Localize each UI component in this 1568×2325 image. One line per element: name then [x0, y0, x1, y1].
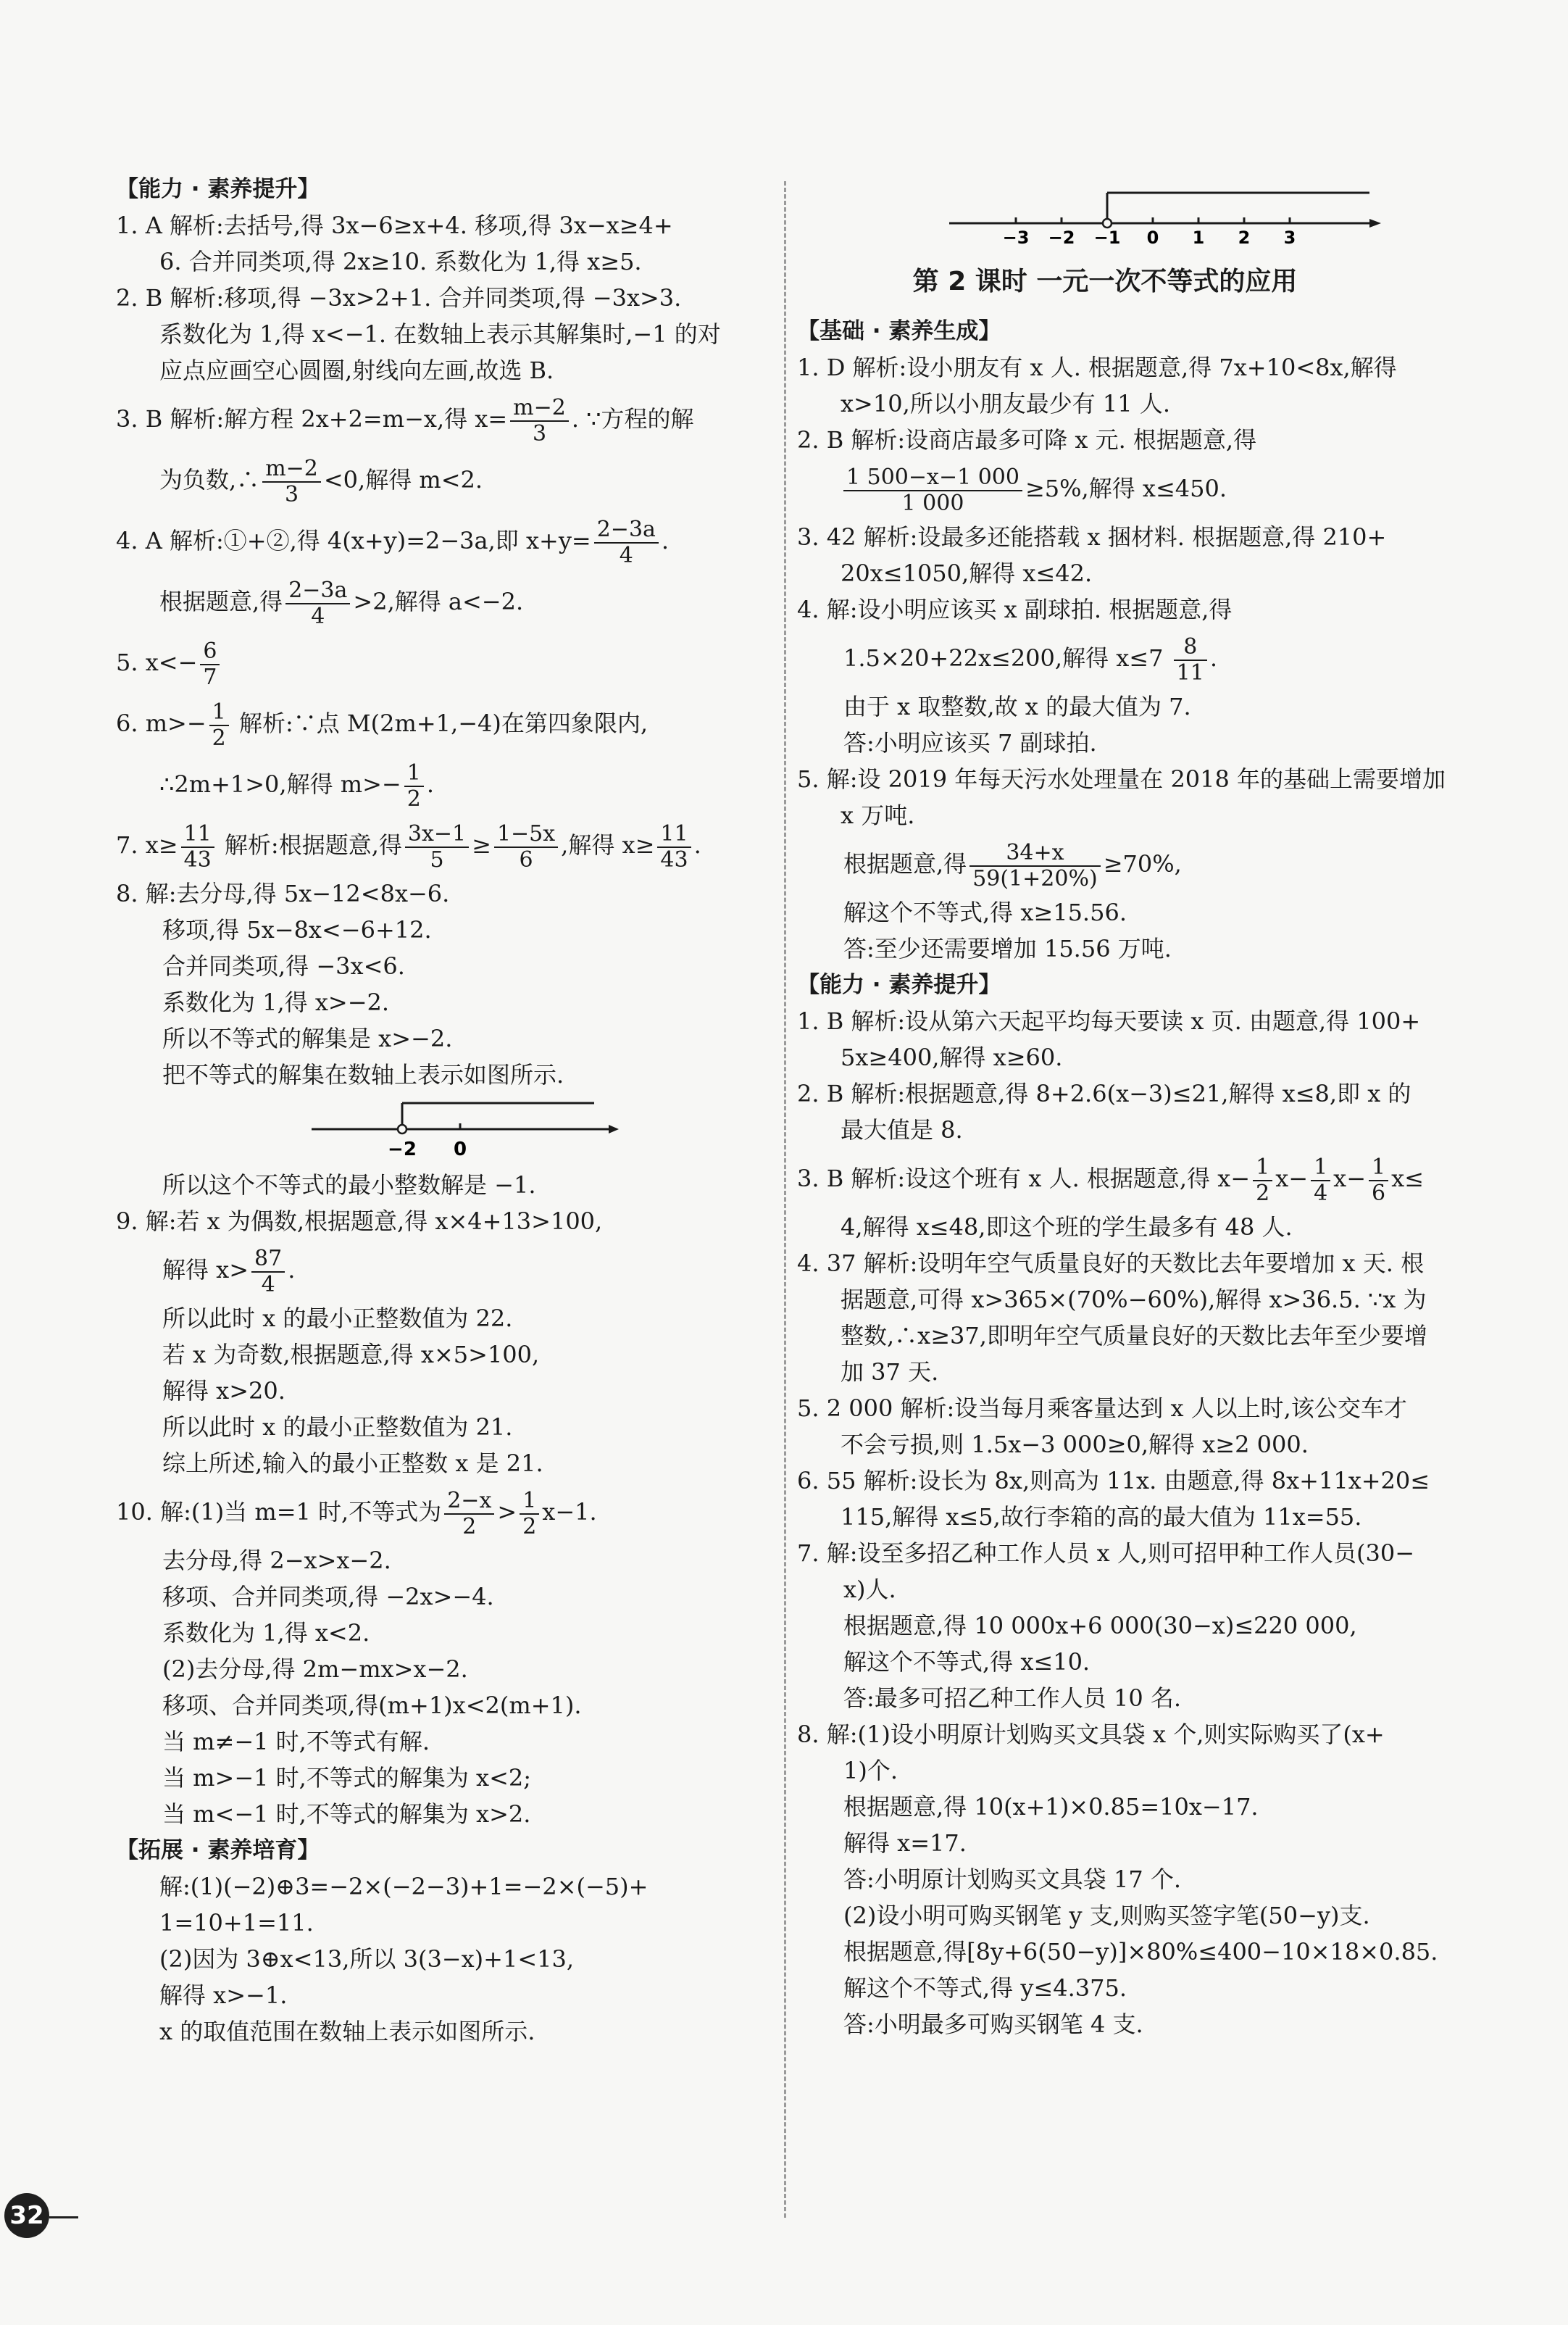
- q10-line-3: 移项、合并同类项,得 −2x>−4.: [162, 1583, 494, 1610]
- fraction: $\frac{1}{2}$: [209, 700, 229, 751]
- r5-line-2: x 万吨.: [841, 802, 915, 829]
- section-heading-ability-2: 【能力 · 素养提升】: [797, 972, 1001, 998]
- q7-line: 7. x≥ $\frac{11}{43}$ 解析:根据题意,得 $\frac{3x-1}{5}$ ≥ $\frac{1-5x}{6}$ ,解得 x≥ $\frac{11}{43}$ .: [116, 820, 701, 873]
- fraction: $\frac{1-5x}{6}$: [494, 822, 558, 873]
- s8-line-3: 根据题意,得 10(x+1)×0.85=10x−17.: [843, 1793, 1259, 1821]
- fraction: $\frac{8}{11}$: [1174, 635, 1207, 686]
- q9-line-4: 若 x 为奇数,根据题意,得 x×5>100,: [162, 1341, 540, 1368]
- fraction: $\frac{m-2}{3}$: [262, 457, 321, 507]
- s8-line-6: (2)设小明可购买钢笔 y 支,则购买签字笔(50−y)支.: [843, 1902, 1370, 1929]
- fraction: $\frac{1}{2}$: [404, 761, 424, 812]
- q8-number-line: [116, 1097, 732, 1162]
- q6-line-2: ∴2m+1>0,解得 m>− $\frac{1}{2}$ .: [159, 760, 434, 812]
- q3-line-2: 为负数,∴ $\frac{m-2}{3}$ <0,解得 m<2.: [159, 455, 483, 507]
- axis-label: −1: [1093, 228, 1121, 246]
- r5-line-5: 答:至少还需要增加 15.56 万吨.: [843, 935, 1172, 962]
- lesson-title: 第 2 课时 一元一次不等式的应用: [912, 267, 1298, 296]
- q8-line-1: 8. 解:去分母,得 5x−12<8x−6.: [116, 880, 450, 907]
- q8-line-3: 合并同类项,得 −3x<6.: [162, 952, 405, 980]
- s5-line-2: 不会亏损,则 1.5x−3 000≥0,解得 x≥2 000.: [841, 1431, 1309, 1458]
- r4-line-1: 4. 解:设小明应该买 x 副球拍. 根据题意,得: [797, 596, 1233, 623]
- fraction: $\frac{2-3a}{4}$: [594, 517, 659, 568]
- fraction: $\frac{1 500-x-1 000}{1 000}$: [843, 465, 1022, 516]
- q9-line-5: 解得 x>20.: [162, 1377, 285, 1405]
- q2-line-2: 系数化为 1,得 x<−1. 在数轴上表示其解集时,−1 的对: [159, 320, 721, 348]
- s7-line-1: 7. 解:设至多招乙种工作人员 x 人,则可招甲种工作人员(30−: [797, 1539, 1415, 1567]
- section-heading-ability: 【能力 · 素养提升】: [116, 176, 320, 202]
- r4-line-3: 由于 x 取整数,故 x 的最大值为 7.: [843, 693, 1191, 720]
- axis-label: 1: [1192, 228, 1205, 246]
- s8-line-9: 答:小明最多可购买钢笔 4 支.: [843, 2010, 1143, 2038]
- section-heading-basic: 【基础 · 素养生成】: [797, 318, 1001, 344]
- r3-line-1: 3. 42 解析:设最多还能搭载 x 捆材料. 根据题意,得 210+: [797, 523, 1387, 551]
- s7-line-3: 根据题意,得 10 000x+6 000(30−x)≤220 000,: [843, 1612, 1357, 1639]
- fraction: $\frac{87}{4}$: [251, 1247, 285, 1297]
- fraction: $\frac{1}{4}$: [1311, 1155, 1330, 1206]
- ext-line-4: 解得 x>−1.: [159, 1981, 288, 2009]
- s5-line-1: 5. 2 000 解析:设当每月乘客量达到 x 人以上时,该公交车才: [797, 1394, 1407, 1422]
- r2-line-2: $\frac{1 500-x-1 000}{1 000}$ ≥5%,解得 x≤450.: [797, 458, 1413, 519]
- ext-line-5: x 的取值范围在数轴上表示如图所示.: [159, 2018, 535, 2045]
- q10-line-2: 去分母,得 2−x>x−2.: [162, 1547, 391, 1574]
- s2-line-1: 2. B 解析:根据题意,得 8+2.6(x−3)≤21,解得 x≤8,即 x 的: [797, 1080, 1411, 1107]
- fraction: $\frac{2-x}{2}$: [444, 1489, 494, 1539]
- fraction: $\frac{34+x}{59(1+20\%)}$: [969, 841, 1101, 891]
- s7-line-4: 解这个不等式,得 x≤10.: [843, 1648, 1090, 1676]
- axis-label: 0: [1146, 228, 1159, 246]
- r4-line-4: 答:小明应该买 7 副球拍.: [843, 729, 1097, 757]
- axis-label: −3: [1002, 228, 1030, 246]
- s8-line-8: 解这个不等式,得 y≤4.375.: [843, 1974, 1127, 2002]
- s3-line-2: 4,解得 x≤48,即这个班的学生最多有 48 人.: [841, 1213, 1293, 1241]
- fraction: $\frac{3x-1}{5}$: [405, 822, 469, 873]
- s7-line-2: x)人.: [843, 1576, 896, 1603]
- q8-line-6: 把不等式的解集在数轴上表示如图所示.: [162, 1061, 564, 1089]
- s8-line-2: 1)个.: [843, 1757, 898, 1784]
- q2-line-1: 2. B 解析:移项,得 −3x>2+1. 合并同类项,得 −3x>3.: [116, 284, 682, 312]
- s6-line-2: 115,解得 x≤5,故行李箱的高的最大值为 11x=55.: [841, 1503, 1362, 1531]
- r1-line-1: 1. D 解析:设小朋友有 x 人. 根据题意,得 7x+10<8x,解得: [797, 354, 1397, 381]
- s4-line-3: 整数,∴x≥37,即明年空气质量良好的天数比去年至少要增: [841, 1322, 1427, 1349]
- fraction: $\frac{1}{6}$: [1369, 1155, 1388, 1206]
- r5-line-1: 5. 解:设 2019 年每天污水处理量在 2018 年的基础上需要增加: [797, 765, 1446, 793]
- fraction: $\frac{m-2}{3}$: [510, 396, 569, 446]
- top-number-line: [797, 167, 1413, 246]
- q1-line-1: 1. A 解析:去括号,得 3x−6≥x+4. 移项,得 3x−x≥4+: [116, 212, 673, 239]
- axis-label: 0: [453, 1139, 467, 1160]
- q9-line-1: 9. 解:若 x 为偶数,根据题意,得 x×4+13>100,: [116, 1207, 603, 1235]
- q3-line-1: 3. B 解析:解方程 2x+2=m−x,得 x= $\frac{m-2}{3}$ . ∵方程的解: [116, 394, 694, 446]
- s6-line-1: 6. 55 解析:设长为 8x,则高为 11x. 由题意,得 8x+11x+20≤: [797, 1467, 1430, 1494]
- q10-line-8: 当 m>−1 时,不等式的解集为 x<2;: [162, 1764, 532, 1792]
- fraction: $\frac{6}{7}$: [200, 639, 220, 690]
- q8-line-2: 移项,得 5x−8x<−6+12.: [162, 916, 432, 944]
- r4-line-2: 1.5×20+22x≤200,解得 x≤7 $\frac{8}{11}$ .: [843, 633, 1217, 686]
- s7-line-5: 答:最多可招乙种工作人员 10 名.: [843, 1684, 1182, 1712]
- s8-line-1: 8. 解:(1)设小明原计划购买文具袋 x 个,则实际购买了(x+: [797, 1721, 1385, 1748]
- q10-line-9: 当 m<−1 时,不等式的解集为 x>2.: [162, 1800, 531, 1828]
- page-number-rule: [49, 2216, 78, 2218]
- fraction: $\frac{11}{43}$: [657, 822, 691, 873]
- fraction: $\frac{2-3a}{4}$: [285, 578, 350, 629]
- s4-line-1: 4. 37 解析:设明年空气质量良好的天数比去年要增加 x 天. 根: [797, 1249, 1425, 1277]
- fraction: $\frac{1}{2}$: [1253, 1155, 1272, 1206]
- axis-label: 2: [1238, 228, 1251, 246]
- q10-line-7: 当 m≠−1 时,不等式有解.: [162, 1728, 430, 1755]
- q4-line-1: 4. A 解析:①+②,得 4(x+y)=2−3a,即 x+y= $\frac{2-3a}{4}$ .: [116, 516, 670, 568]
- section-heading-extension: 【拓展 · 素养培育】: [116, 1837, 320, 1863]
- s1-line-1: 1. B 解析:设从第六天起平均每天要读 x 页. 由题意,得 100+: [797, 1007, 1421, 1035]
- fraction: $\frac{1}{2}$: [520, 1489, 539, 1539]
- q9-line-3: 所以此时 x 的最小正整数值为 22.: [162, 1305, 513, 1332]
- q8-line-4: 系数化为 1,得 x>−2.: [162, 989, 390, 1016]
- q2-line-3: 应点应画空心圆圈,射线向左画,故选 B.: [159, 357, 554, 384]
- left-column: [116, 171, 732, 2050]
- s3-line-1: 3. B 解析:设这个班有 x 人. 根据题意,得 x− $\frac{1}{2}$ x− $\frac{1}{4}$ x− $\frac{1}{6}$ x≤: [797, 1154, 1424, 1206]
- s8-line-4: 解得 x=17.: [843, 1829, 967, 1857]
- fraction: $\frac{11}{43}$: [181, 822, 214, 873]
- axis-label: −2: [1048, 228, 1075, 246]
- axis-label: 3: [1283, 228, 1296, 246]
- r1-line-2: x>10,所以小朋友最少有 11 人.: [841, 390, 1170, 417]
- s4-line-2: 据题意,可得 x>365×(70%−60%),解得 x>36.5. ∵x 为: [841, 1286, 1427, 1313]
- r3-line-2: 20x≤1050,解得 x≤42.: [841, 560, 1093, 587]
- q10-line-5: (2)去分母,得 2m−mx>x−2.: [162, 1655, 468, 1683]
- r5-line-4: 解这个不等式,得 x≥15.56.: [843, 899, 1127, 926]
- q9-line-6: 所以此时 x 的最小正整数值为 21.: [162, 1413, 513, 1441]
- ext-line-2: 1=10+1=11.: [159, 1909, 314, 1937]
- q5-line: 5. x<− $\frac{6}{7}$: [116, 632, 732, 693]
- ext-line-3: (2)因为 3⊕x<13,所以 3(3−x)+1<13,: [159, 1945, 575, 1973]
- q9-line-2: 解得 x> $\frac{87}{4}$ .: [162, 1245, 296, 1297]
- s2-line-2: 最大值是 8.: [841, 1116, 963, 1144]
- q10-line-4: 系数化为 1,得 x<2.: [162, 1619, 370, 1647]
- q8-line-5: 所以不等式的解集是 x>−2.: [162, 1025, 453, 1052]
- q10-line-1: 10. 解:(1)当 m=1 时,不等式为 $\frac{2-x}{2}$ > $\frac{1}{2}$ x−1.: [116, 1487, 597, 1539]
- q1-line-2: 6. 合并同类项,得 2x≥10. 系数化为 1,得 x≥5.: [159, 248, 642, 275]
- r5-line-3: 根据题意,得 $\frac{34+x}{59(1+20\%)}$ ≥70%,: [843, 839, 1182, 891]
- right-column: [797, 171, 1446, 2042]
- q10-line-6: 移项、合并同类项,得(m+1)x<2(m+1).: [162, 1692, 582, 1719]
- s1-line-2: 5x≥400,解得 x≥60.: [841, 1044, 1063, 1071]
- page-number: 32: [4, 2193, 49, 2238]
- column-divider: [784, 181, 786, 2218]
- s8-line-5: 答:小明原计划购买文具袋 17 个.: [843, 1866, 1182, 1893]
- q9-line-7: 综上所述,输入的最小正整数 x 是 21.: [162, 1450, 543, 1477]
- r2-line-1: 2. B 解析:设商店最多可降 x 元. 根据题意,得: [797, 426, 1257, 454]
- q4-line-2: 根据题意,得 $\frac{2-3a}{4}$ >2,解得 a<−2.: [159, 577, 524, 629]
- q6-line-1: 6. m>− $\frac{1}{2}$ 解析:∵点 M(2m+1,−4)在第四象限内,: [116, 699, 649, 751]
- axis-label: −2: [388, 1139, 417, 1160]
- s4-line-4: 加 37 天.: [841, 1358, 939, 1386]
- s8-line-7: 根据题意,得[8y+6(50−y)]×80%≤400−10×18×0.85.: [843, 1938, 1438, 1966]
- q8-line-7: 所以这个不等式的最小整数解是 −1.: [162, 1171, 536, 1199]
- ext-line-1: 解:(1)(−2)⊕3=−2×(−2−3)+1=−2×(−5)+: [159, 1873, 649, 1900]
